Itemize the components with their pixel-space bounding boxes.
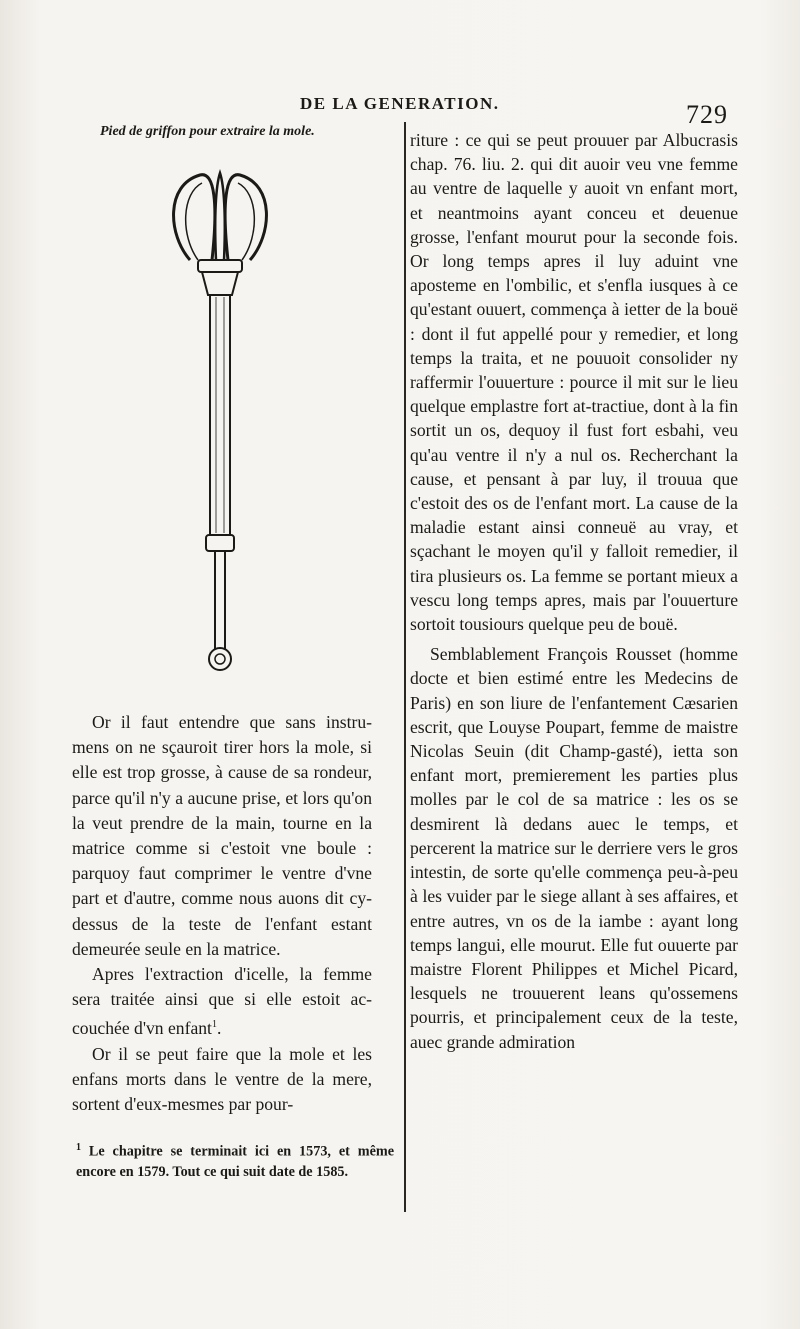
running-title: DE LA GENERATION. <box>300 94 500 113</box>
page-number: 729 <box>686 100 728 129</box>
footnote <box>76 1138 394 1182</box>
paragraph: Or il se peut faire que la mole et les enfans morts dans le ventre de la mere, sortent d'eux-mesmes par pour- <box>72 1043 372 1114</box>
footnote-text: Le chapitre se terminait ici en 1573, et même encore en 1579. Tout ce qui suit date de 1585. <box>76 1143 394 1180</box>
paragraph-text: Apres l'extraction d'icelle, la femme sera traitée ainsi que si elle estoit ac-couchée d'vn enfant <box>72 964 372 1039</box>
paragraph: Apres l'extraction d'icelle, la femme sera traitée ainsi que si elle estoit ac-couchée d'vn enfant$^1$. <box>72 964 372 1039</box>
figure-caption: Pied de griffon pour extraire la mole. <box>100 124 315 139</box>
right-column <box>410 128 738 1054</box>
paragraph: riture : ce qui se peut prouuer par Albucrasis chap. 76. liu. 2. qui dit auoir veu vne femme au ventre de laquelle y auoit vn enfant mort, et neantmoins ayant conceu et deuenue grosse, l'enfant mourut pour la seconde fois. Or long temps apres il luy aduint vne aposteme en l'ombilic, et s'enfla iusques à ce qu'estant ouuert, commença à ietter de la bouë : dont il fut appellé pour y remedier, et long temps la traita, et ne pouuoit consolider ny raffermir l'ouuerture : pource il mit sur le lieu quelque emplastre fort at-tractiue, dont à la fin sortit un os, dequoy il fust fort esbahi, veu qu'au ventre il n'y a nul os. Recherchant la cause, et pensant à par luy, il trouua que c'estoit des os de l'enfant mort. La cause de la maladie estant ainsi conneuë au vray, et sçachant le moyen qu'il y falloit remedier, il tira plusieurs os. La femme se portant mieux a vescu long temps apres, mais par l'ouuerture sortoit tousiours quelque peu de bouë. <box>410 130 738 635</box>
column-divider <box>404 122 406 1212</box>
left-column <box>72 710 372 1117</box>
griffon-forceps-icon <box>160 165 280 685</box>
footnote-marker: 1 <box>211 1019 217 1031</box>
footnote-number: 1 <box>76 1142 81 1153</box>
paragraph: Semblablement François Rousset (homme docte et bien estimé entre les Medecins de Paris) en son liure de l'enfantement Cæsarien escrit, que Louyse Poupart, femme de maistre Nicolas Seuin (dit Champ-gasté), ietta son enfant mort, premierement les parties plus molles par le col de sa matrice : les os se desmirent là dedans auec le temps, et percerent la matrice sur le derriere vers le gros intestin, de sorte qu'elle commença peu-à-peu à les vuider par le siege allant à ses affaires, et entre autres, vn os de la iambe : ayant long temps langui, elle mourut. Elle fut ouuerte par maistre Florent Philippes et Michel Picard, lesquels ne trouuerent leans qu'ossemens pourris, et principalement ceux de la teste, auec grande admiration <box>410 644 738 1052</box>
paragraph: Or il faut entendre que sans instru-mens on ne sçauroit tirer hors la mole, si elle est trop grosse, à cause de sa rondeur, parce qu'il n'y a aucune prise, et lors qu'on la veut prendre de la main, tourne en la matrice comme si c'estoit vne boule : parquoy faut comprimer le ventre d'vne part et d'autre, comme nous auons dit cy-dessus de la teste de l'enfant estant demeurée seule en la matrice. <box>72 712 372 959</box>
